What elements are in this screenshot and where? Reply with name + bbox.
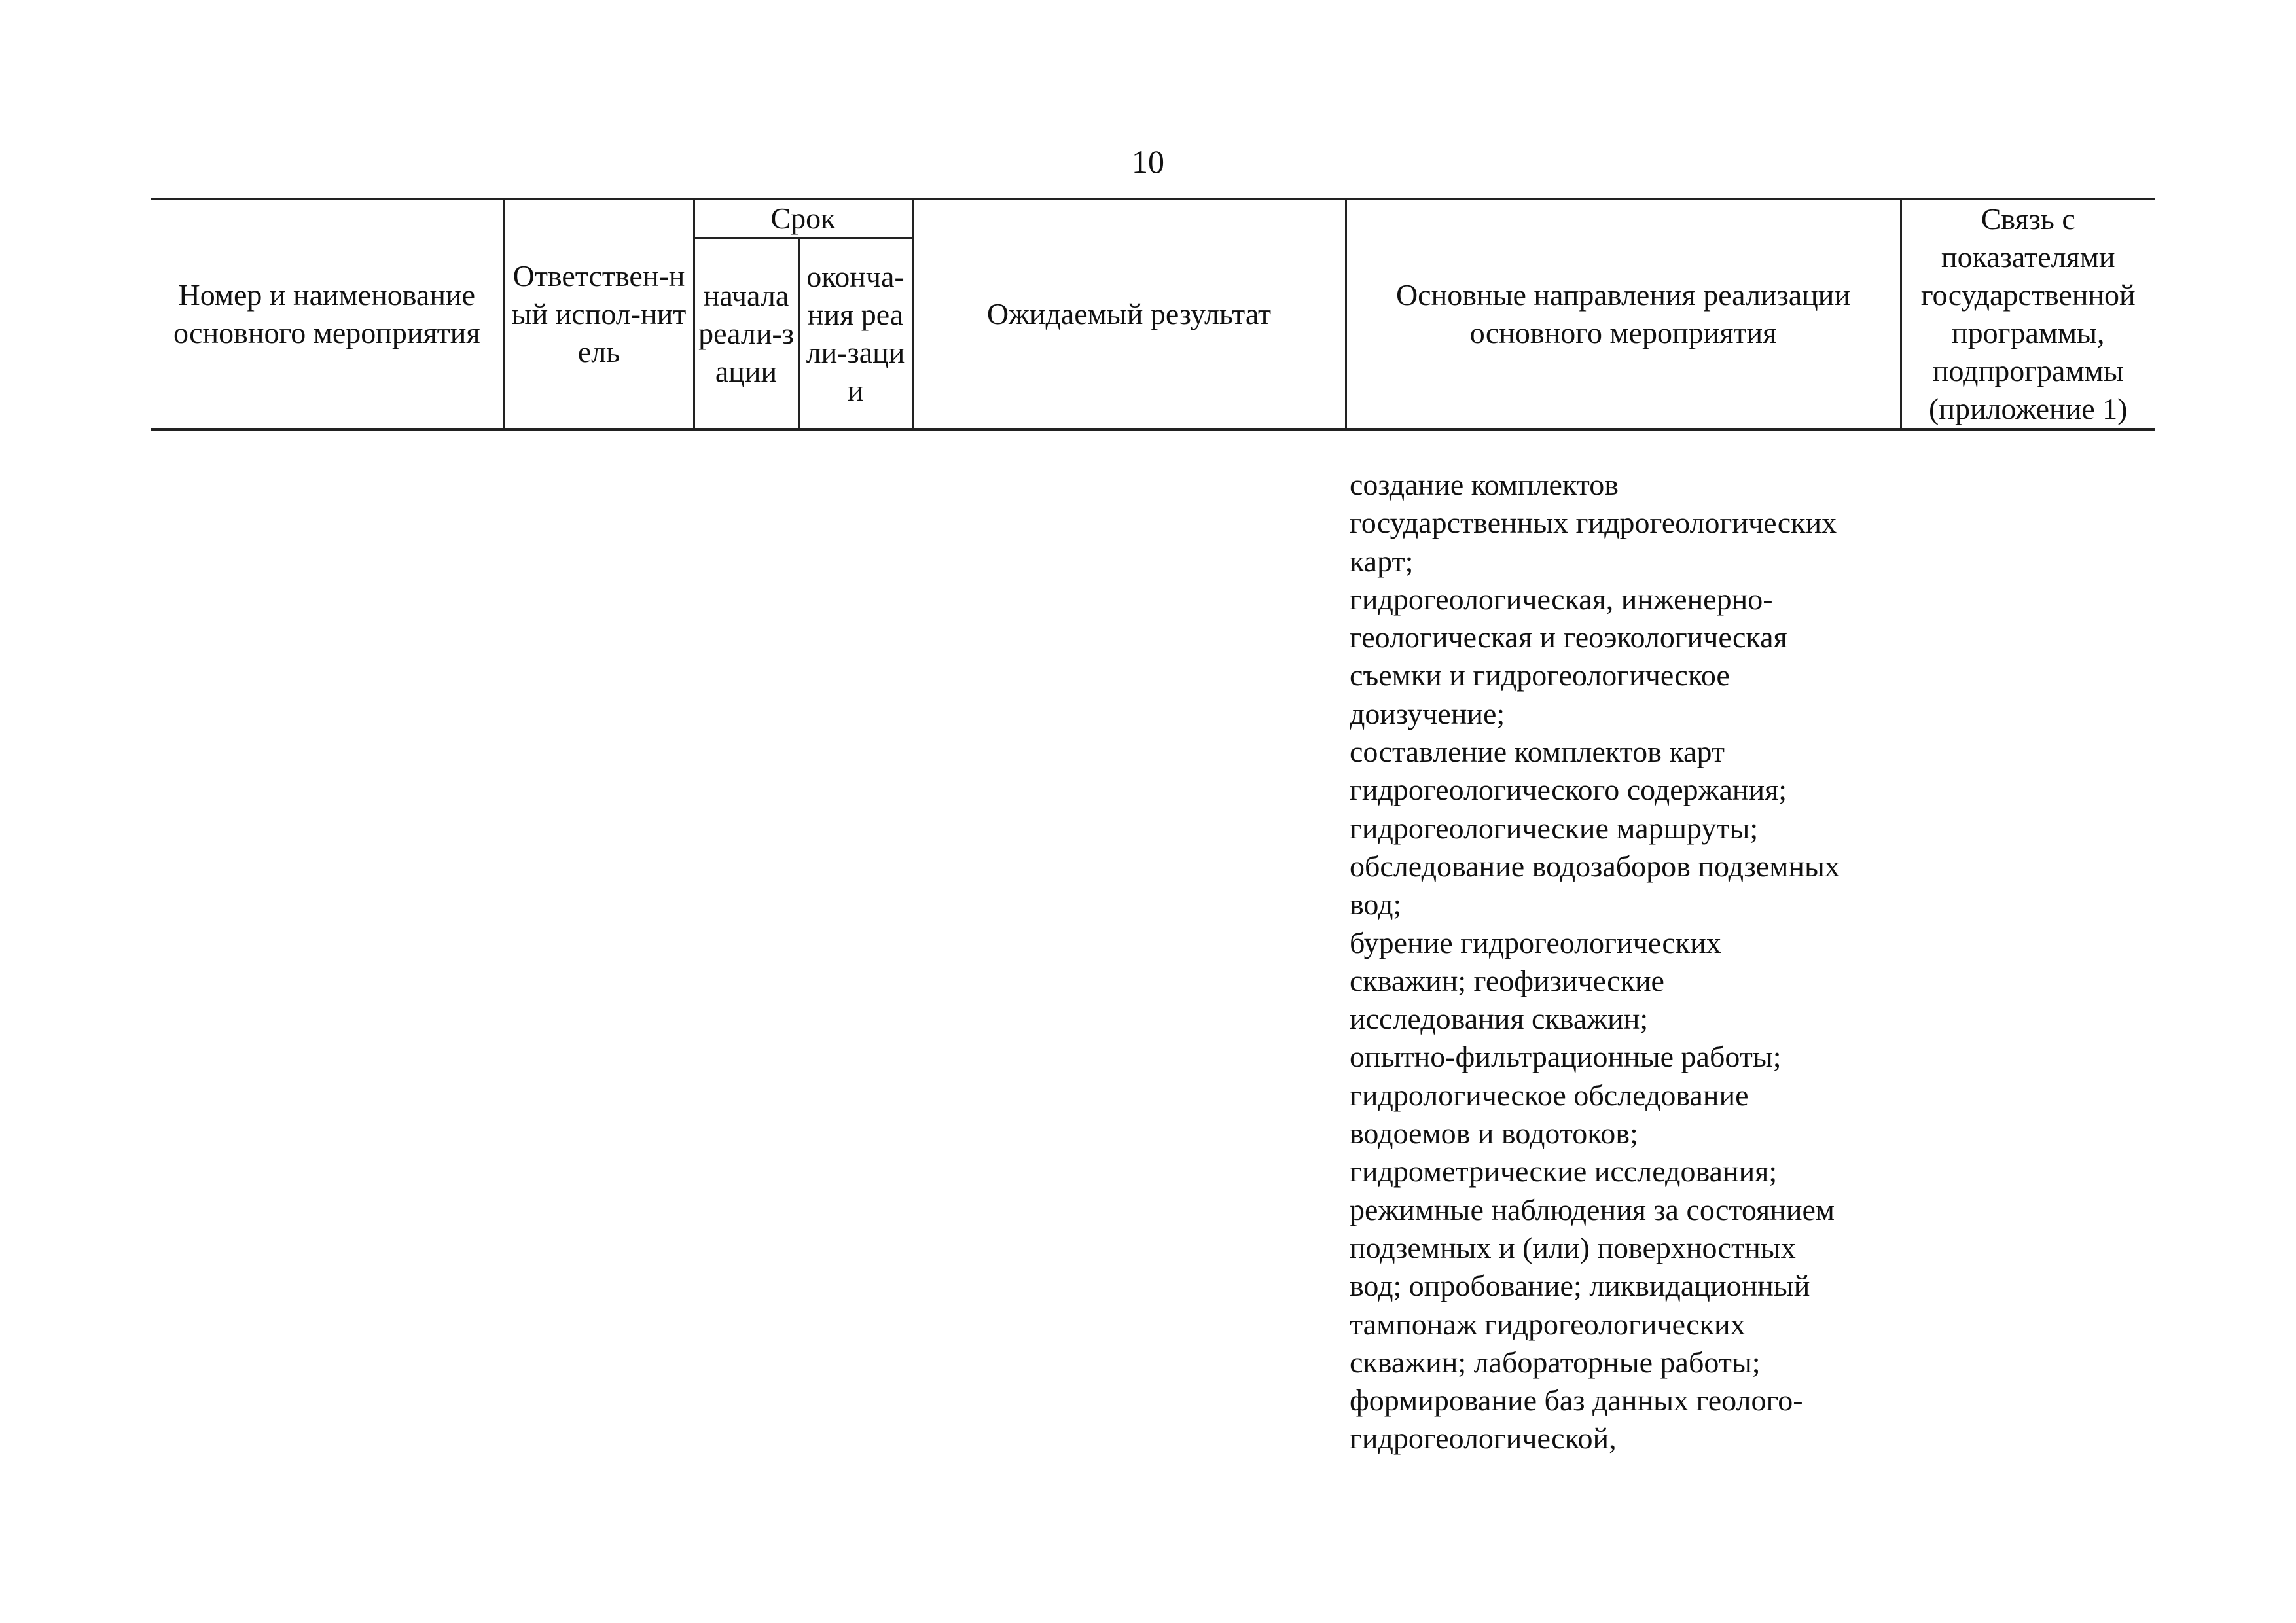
directions-line: создание комплектов: [1350, 468, 1619, 501]
directions-line: исследования скважин;: [1350, 1002, 1649, 1036]
page-number: 10: [1132, 143, 1164, 180]
directions-line: гидрологическое обследование: [1350, 1078, 1749, 1112]
directions-line: обследование водозаборов подземных: [1350, 849, 1840, 883]
column-header-term-end: оконча-ния реали-зации: [798, 238, 912, 429]
directions-line: геологическая и геоэкологическая: [1350, 620, 1787, 654]
directions-line: гидрогеологического содержания;: [1350, 773, 1787, 807]
directions-line: режимные наблюдения за состоянием: [1350, 1192, 1835, 1226]
directions-line: доизучение;: [1350, 696, 1505, 730]
directions-line: бурение гидрогеологических: [1350, 925, 1721, 959]
directions-line: карт;: [1350, 544, 1414, 578]
directions-line: гидрогеологические маршруты;: [1350, 811, 1759, 845]
directions-line: опытно-фильтрационные работы;: [1350, 1040, 1782, 1074]
directions-line: составление комплектов карт: [1350, 735, 1725, 769]
column-header-term-start: начала реали-зации: [694, 238, 798, 429]
directions-line: вод;: [1350, 887, 1402, 921]
directions-line: государственных гидрогеологических: [1350, 506, 1837, 540]
directions-line: гидрогеологическая, инженерно-: [1350, 582, 1773, 616]
column-header-term: Срок: [694, 199, 912, 238]
directions-line: подземных и (или) поверхностных: [1350, 1230, 1796, 1264]
column-header-directions: Основные направления реализации основного мероприятия: [1346, 199, 1901, 429]
table-header: [151, 198, 2155, 431]
directions-line: съемки и гидрогеологическое: [1350, 658, 1730, 692]
directions-line: формирование баз данных геолого-: [1350, 1383, 1803, 1418]
directions-line: вод; опробование; ликвидационный: [1350, 1269, 1810, 1303]
directions-line: скважин; лабораторные работы;: [1350, 1345, 1761, 1379]
column-header-executor: Ответствен-ный испол-нитель: [504, 199, 694, 429]
directions-line: водоемов и водотоков;: [1350, 1116, 1638, 1150]
column-header-link: Связь с показателями государственной программы, подпрограммы (приложение 1): [1901, 199, 2155, 429]
directions-line: скважин; геофизические: [1350, 963, 1664, 997]
directions-line: гидрометрические исследования;: [1350, 1154, 1778, 1188]
directions-line: гидрогеологической,: [1350, 1421, 1617, 1455]
column-header-expected-result: Ожидаемый результат: [912, 199, 1346, 429]
directions-text: [1350, 466, 1912, 1458]
directions-line: тампонаж гидрогеологических: [1350, 1307, 1746, 1341]
column-header-name: Номер и наименование основного мероприятия: [151, 199, 504, 429]
